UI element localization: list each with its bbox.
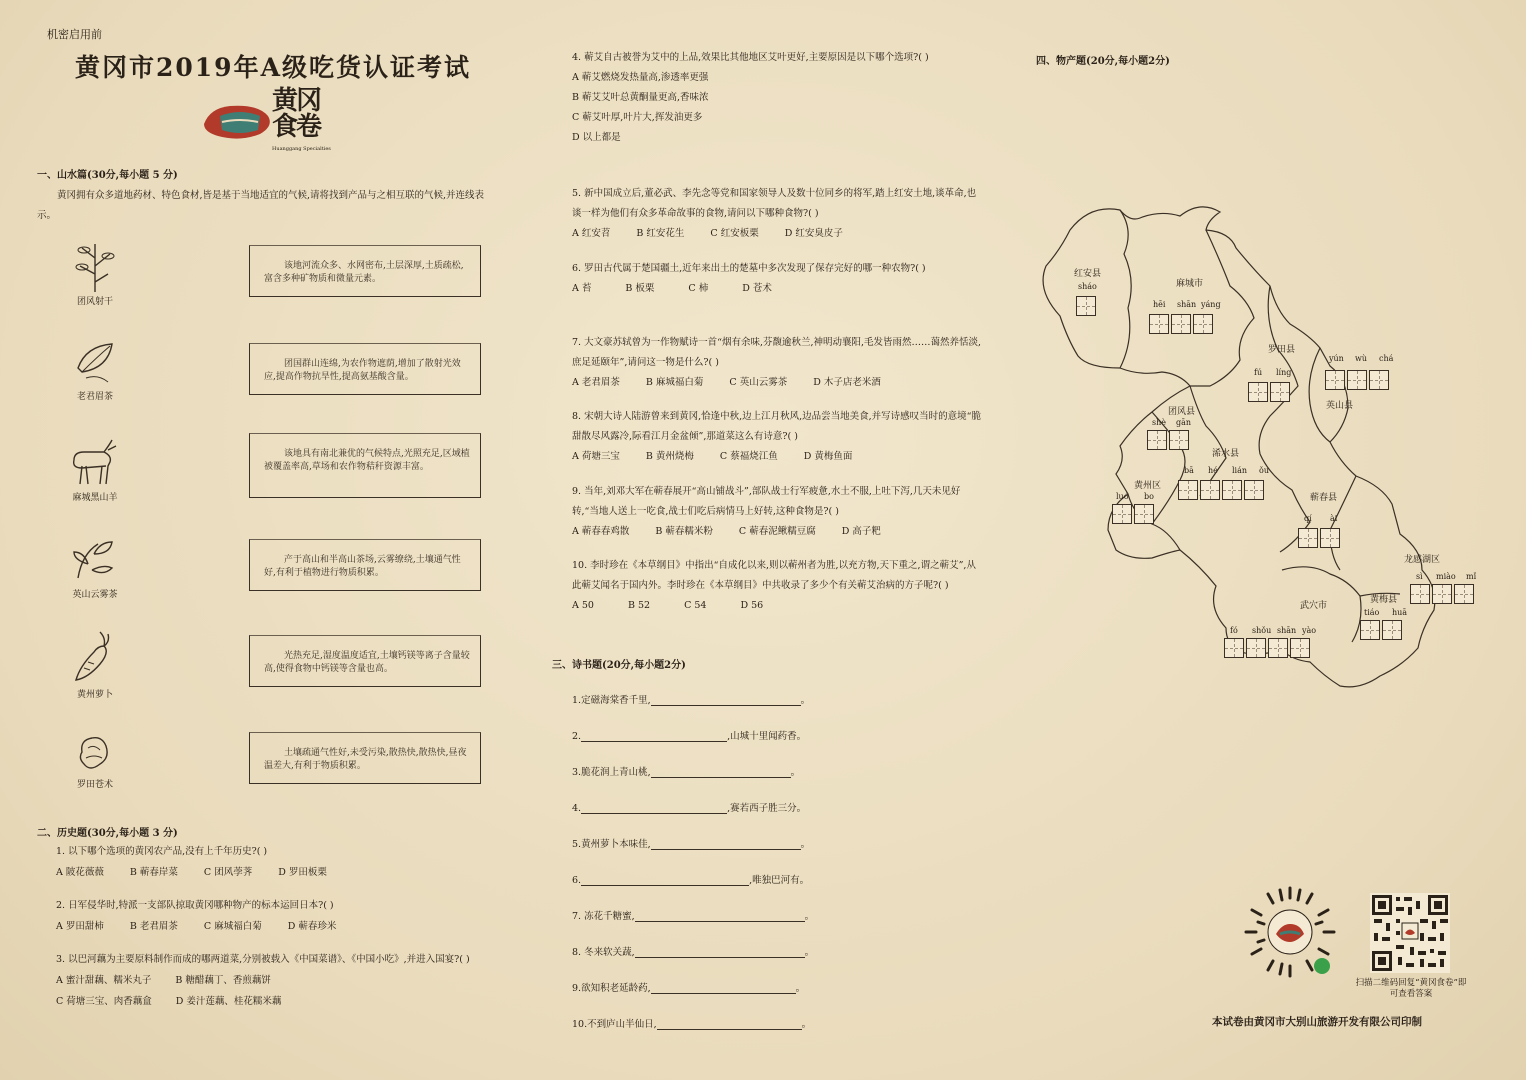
history-question xyxy=(572,48,982,148)
pinyin: fó xyxy=(1230,626,1238,635)
pinyin: miào xyxy=(1436,572,1456,581)
option-c[interactable]: C 麻城福白菊 xyxy=(203,921,262,932)
answer-box[interactable] xyxy=(1347,370,1367,390)
product-label: 黄州萝卜 xyxy=(76,690,113,700)
answer-box[interactable] xyxy=(1200,480,1220,500)
option-c[interactable]: C 荷塘三宝、肉香藕盒 xyxy=(56,996,152,1007)
poem-prefix: 5.黄州萝卜本味佳, xyxy=(572,839,651,850)
climate-card[interactable]: 团国群山连绵,为农作物遮荫,增加了散射光效应,提高作物抗旱性,提高氨基酸含量。 xyxy=(249,343,481,395)
mini-program-code-icon[interactable] xyxy=(1242,884,1338,980)
answer-box[interactable] xyxy=(1290,638,1310,658)
option-b[interactable]: B 麻城福白菊 xyxy=(645,377,704,388)
poem-suffix: ,唯独巴河有。 xyxy=(749,875,810,886)
option-row xyxy=(56,970,501,991)
answer-box[interactable] xyxy=(1193,314,1213,334)
section1-title: 一、山水篇(30分,每小题 5 分) xyxy=(37,170,178,181)
poem-line xyxy=(572,836,810,850)
option-d[interactable]: D 姜汁莲藕、桂花糯米藕 xyxy=(175,996,282,1007)
answer-boxes[interactable] xyxy=(1112,504,1156,528)
radish-icon xyxy=(70,628,120,684)
climate-card[interactable]: 土壤疏通气性好,未受污染,散热快,散热快,昼夜温差大,有利于物质积累。 xyxy=(249,732,481,784)
pinyin: hé xyxy=(1208,466,1218,475)
poem-line xyxy=(572,764,800,778)
poem-line xyxy=(572,908,814,922)
poem-prefix: 10.不到庐山半仙日, xyxy=(572,1019,657,1030)
logo-subtext: Huanggang Specialties xyxy=(272,146,331,152)
answer-boxes[interactable] xyxy=(1076,296,1098,320)
pinyin: luó xyxy=(1116,492,1129,501)
answer-box[interactable] xyxy=(1298,528,1318,548)
option-b[interactable]: B 蕲艾艾叶总黄酮量更高,香味浓 xyxy=(572,92,709,103)
climate-card[interactable]: 产于高山和半高山茶场,云雾缭绕,土壤通气性好,有利于植物进行物质积累。 xyxy=(249,539,481,591)
product-label: 老君眉茶 xyxy=(76,392,113,402)
pinyin: yào xyxy=(1302,626,1317,635)
option-d[interactable]: D 木子店老米酒 xyxy=(813,377,881,388)
option-row xyxy=(572,279,982,299)
pinyin: lián xyxy=(1232,466,1248,475)
question-text: 2. 日军侵华时,特派一支部队掠取黄冈哪种物产的标本运回日本?( ) xyxy=(56,900,334,911)
answer-box[interactable] xyxy=(1382,620,1402,640)
herb-icon xyxy=(72,238,118,294)
answer-box[interactable] xyxy=(1320,528,1340,548)
region-name: 黄梅县 xyxy=(1370,595,1398,605)
history-question xyxy=(56,895,496,937)
answer-box[interactable] xyxy=(1222,480,1242,500)
option-c[interactable]: C 蕲艾叶厚,叶片大,挥发油更多 xyxy=(572,112,703,123)
option-c[interactable]: C 英山云雾茶 xyxy=(729,377,788,388)
option-b[interactable]: B 黄州烧梅 xyxy=(645,451,694,462)
answer-box[interactable] xyxy=(1149,314,1169,334)
option-b[interactable]: B 52 xyxy=(627,600,651,611)
logo xyxy=(200,88,340,158)
region-name: 团风县 xyxy=(1168,407,1196,417)
option-d[interactable]: D 56 xyxy=(740,600,764,611)
history-question xyxy=(572,407,982,467)
pinyin: wù xyxy=(1355,354,1367,363)
pinyin: huā xyxy=(1392,608,1408,617)
answer-boxes[interactable] xyxy=(1248,382,1292,406)
question-text: 1. 以下哪个选项的黄冈农产品,没有上千年历史?( ) xyxy=(56,846,268,857)
qr-code-icon[interactable] xyxy=(1370,893,1450,973)
option-c[interactable]: C 蕲春泥鳅糯豆腐 xyxy=(738,526,816,537)
answer-boxes[interactable] xyxy=(1325,370,1391,394)
pinyin: fú xyxy=(1254,368,1263,377)
footer-text: 本试卷由黄冈市大别山旅游开发有限公司印制 xyxy=(1212,1016,1422,1028)
question-text: 5. 新中国成立后,董必武、李先念等党和国家领导人及数十位同乡的将军,踏上红安土地,谈革命,也谈一样为他们有众多革命故事的食物,请问以下哪种食物?( ) xyxy=(572,188,977,219)
answer-box[interactable] xyxy=(1169,430,1189,450)
question-text: 6. 罗田古代属于楚国疆土,近年来出土的楚墓中多次发现了保存完好的哪一种农物?( ) xyxy=(572,263,926,274)
goat-icon xyxy=(66,432,122,488)
climate-card[interactable]: 光热充足,湿度温度适宜,土壤钙镁等离子含量较高,使得食物中钙镁等含量也高。 xyxy=(249,635,481,687)
pinyin: ài xyxy=(1330,514,1338,523)
answer-boxes[interactable] xyxy=(1224,638,1312,662)
option-c[interactable]: C 蔡福烧江鱼 xyxy=(719,451,778,462)
region-name: 英山县 xyxy=(1326,401,1354,411)
poem-prefix: 1.定磁海棠香千里, xyxy=(572,695,651,706)
region-name: 黄州区 xyxy=(1134,481,1162,491)
pinyin: mǐ xyxy=(1466,572,1477,581)
poem-blank[interactable] xyxy=(651,849,801,850)
poem-blank[interactable] xyxy=(651,777,791,778)
answer-box[interactable] xyxy=(1454,584,1474,604)
answer-box[interactable] xyxy=(1246,638,1266,658)
option-row xyxy=(56,862,496,883)
option-c[interactable]: C 团风荸荠 xyxy=(203,867,253,878)
poem-line xyxy=(572,728,806,742)
pinyin: shǒu xyxy=(1252,626,1272,635)
answer-box[interactable] xyxy=(1134,504,1154,524)
pinyin: shè xyxy=(1152,418,1166,427)
history-question xyxy=(56,841,496,883)
poem-blank[interactable] xyxy=(581,885,749,886)
poem-suffix: 。 xyxy=(795,983,806,994)
tea-icon xyxy=(72,338,118,388)
poem-line xyxy=(572,944,814,958)
question-text: 8. 宋朝大诗人陆游曾来到黄冈,恰逢中秋,边上江月秋风,边品尝当地美食,并写诗感叹当时的意境“脆甜散尽风露冷,际看江月金盆倾”,那道菜这么有诗意?( ) xyxy=(572,411,982,442)
poem-blank[interactable] xyxy=(651,705,801,706)
option-b[interactable]: B 糖醋藕丁、香煎藕饼 xyxy=(175,975,271,986)
option-a[interactable]: A 蕲春春鸡散 xyxy=(572,526,630,537)
history-question xyxy=(572,333,982,393)
pinyin: bo xyxy=(1144,492,1154,501)
region-name: 红安县 xyxy=(1074,269,1102,279)
pinyin: yún xyxy=(1329,354,1344,363)
page-title: 黄冈市2019年A级吃货认证考试 xyxy=(75,53,471,82)
answer-box[interactable] xyxy=(1410,584,1430,604)
history-question xyxy=(56,949,501,1012)
option-d[interactable]: D 以上都是 xyxy=(572,132,621,143)
option-row xyxy=(572,522,982,542)
pinyin: shān xyxy=(1177,300,1197,309)
question-text: 10. 李时珍在《本草纲目》中指出“自成化以来,则以蕲州者为胜,以充方物,天下重之,谓之蕲艾”,从此蕲艾闻名于国内外。李时珍在《本草纲目》中共收录了多少个有关蕲艾治病的方子呢?( ) xyxy=(572,560,976,591)
option-b[interactable]: B 蕲春糯米粉 xyxy=(655,526,713,537)
pinyin: líng xyxy=(1276,368,1292,377)
answer-boxes[interactable] xyxy=(1360,620,1404,644)
product-label: 英山云雾茶 xyxy=(72,590,118,600)
region-name: 麻城市 xyxy=(1176,279,1204,289)
option-c[interactable]: C 54 xyxy=(684,600,707,611)
answer-box[interactable] xyxy=(1270,382,1290,402)
option-a[interactable]: A 罗田甜柿 xyxy=(56,921,104,932)
poem-prefix: 6. xyxy=(572,875,582,886)
poem-suffix: 。 xyxy=(804,947,815,958)
poem-line xyxy=(572,1016,811,1030)
answer-box[interactable] xyxy=(1171,314,1191,334)
option-row xyxy=(56,991,501,1012)
question-text: 9. 当年,刘邓大军在蕲春展开“高山铺战斗”,部队战士行军疲惫,水土不服,上吐下泻,几天未见好转,“当地人送上一吃食,战士们吃后病情马上好转,这种食物是?( ) xyxy=(572,486,961,517)
poem-line xyxy=(572,692,810,706)
tea-leaf-icon xyxy=(68,534,118,584)
answer-box[interactable] xyxy=(1224,638,1244,658)
option-row xyxy=(572,447,982,467)
pinyin: shān xyxy=(1277,626,1297,635)
question-text: 3. 以巴河藕为主要原料制作而成的哪两道菜,分别被载入《中国菜谱》、《中国小吃》,并进入国宴?( ) xyxy=(56,954,470,965)
answer-box[interactable] xyxy=(1432,584,1452,604)
poem-prefix: 8. 冬来软关蔬, xyxy=(572,947,635,958)
option-a[interactable]: A 50 xyxy=(572,600,594,611)
root-icon xyxy=(74,732,114,774)
pinyin: gān xyxy=(1176,418,1192,427)
poem-blank[interactable] xyxy=(581,813,727,814)
answer-box[interactable] xyxy=(1248,382,1268,402)
option-row xyxy=(572,596,982,616)
answer-box[interactable] xyxy=(1268,638,1288,658)
option-c[interactable]: C 柿 xyxy=(688,283,709,294)
answer-boxes[interactable] xyxy=(1178,480,1266,504)
region-name: 罗田县 xyxy=(1268,345,1296,355)
option-row xyxy=(572,373,982,393)
pinyin: yáng xyxy=(1201,300,1221,309)
poem-prefix: 9.欲知积老延龄药, xyxy=(572,983,651,994)
answer-box[interactable] xyxy=(1244,480,1264,500)
pinyin: hēi xyxy=(1153,300,1166,309)
option-d[interactable]: D 红安臭皮子 xyxy=(784,228,843,239)
history-question xyxy=(572,259,982,299)
option-b[interactable]: B 老君眉茶 xyxy=(129,921,178,932)
region-name: 蕲春县 xyxy=(1310,493,1338,503)
option-a[interactable]: A 老君眉茶 xyxy=(572,377,620,388)
poem-suffix: 。 xyxy=(800,839,811,850)
option-a[interactable]: A 蜜汁甜藕、糯米丸子 xyxy=(56,975,152,986)
question-text: 7. 大文豪苏轼曾为一作物赋诗一首“烟有余味,芬馥逾秋兰,神明动襄阳,毛发皆雨然……蔼然养恬淡,庶足延颐年”,请问这一物是什么?( ) xyxy=(572,337,982,368)
option-row xyxy=(572,224,982,244)
poem-suffix: ,赛若西子胜三分。 xyxy=(727,803,807,814)
question-text: 4. 蕲艾自古被誉为艾中的上品,效果比其他地区艾叶更好,主要原因是以下哪个选项?( ) xyxy=(572,52,929,63)
poem-suffix: 。 xyxy=(804,911,815,922)
logo-emblem-icon xyxy=(200,94,280,144)
pinyin: sháo xyxy=(1078,282,1097,291)
poem-prefix: 7. 冻花千糖蜜, xyxy=(572,911,635,922)
poem-prefix: 4. xyxy=(572,803,582,814)
option-a[interactable]: A 荷塘三宝 xyxy=(572,451,620,462)
section1-intro: 黄冈拥有众多道地药材、特色食材,皆是基于当地适宜的气候,请将找到产品与之相互联的气候,并连线表示。 xyxy=(37,190,485,221)
option-c[interactable]: C 红安板栗 xyxy=(710,228,759,239)
section2-title: 二、历史题(30分,每小题 3 分) xyxy=(37,828,178,839)
option-a[interactable]: A 蕲艾燃烧发热量高,渗透率更强 xyxy=(572,72,709,83)
answer-boxes[interactable] xyxy=(1147,430,1191,454)
pinyin: ǒu xyxy=(1259,466,1269,475)
poem-line xyxy=(572,980,805,994)
option-a[interactable]: A 红安苕 xyxy=(572,228,611,239)
product-label: 麻城黑山羊 xyxy=(72,493,118,503)
poem-blank[interactable] xyxy=(581,741,727,742)
pinyin: qí xyxy=(1304,514,1312,523)
answer-boxes[interactable] xyxy=(1149,314,1215,338)
secret-label: 机密启用前 xyxy=(47,28,102,41)
poem-line xyxy=(572,872,809,886)
region-name: 龙感湖区 xyxy=(1404,555,1441,565)
history-question xyxy=(572,184,982,244)
answer-box[interactable] xyxy=(1178,480,1198,500)
pinyin: chá xyxy=(1379,354,1394,363)
answer-box[interactable] xyxy=(1112,504,1132,524)
answer-box[interactable] xyxy=(1360,620,1380,640)
option-row xyxy=(56,916,496,937)
qr-caption: 扫描二维码回复“黄冈食卷”即可查看答案 xyxy=(1355,978,1467,999)
poem-blank[interactable] xyxy=(651,993,796,994)
answer-box[interactable] xyxy=(1325,370,1345,390)
history-question xyxy=(572,556,982,616)
poem-blank[interactable] xyxy=(657,1029,802,1030)
option-d[interactable]: D 高子粑 xyxy=(841,526,881,537)
answer-box[interactable] xyxy=(1369,370,1389,390)
region-name: 武穴市 xyxy=(1300,601,1328,611)
poem-blank[interactable] xyxy=(635,957,805,958)
climate-card[interactable]: 该地具有南北兼优的气候特点,光照充足,区域植被覆盖率高,草场和农作物秸秆资源丰富。 xyxy=(249,433,481,498)
product-label: 罗田苍术 xyxy=(76,780,113,790)
poem-suffix: ,山城十里闻药香。 xyxy=(727,731,807,742)
answer-boxes[interactable] xyxy=(1298,528,1342,552)
product-label: 团风射干 xyxy=(76,297,113,307)
climate-card[interactable]: 该地河流众多、水网密布,土层深厚,土质疏松,富含多种矿物质和微量元素。 xyxy=(249,245,481,297)
option-d[interactable]: D 罗田板栗 xyxy=(278,867,327,878)
option-b[interactable]: B 红安花生 xyxy=(636,228,685,239)
poem-suffix: 。 xyxy=(801,1019,812,1030)
poem-prefix: 2. xyxy=(572,731,582,742)
option-b[interactable]: B 板栗 xyxy=(625,283,655,294)
poem-blank[interactable] xyxy=(635,921,805,922)
option-a[interactable]: A 陂花薇薇 xyxy=(56,867,104,878)
option-d[interactable]: D 苍术 xyxy=(742,283,772,294)
section3-title: 三、诗书题(20分,每小题2分) xyxy=(552,660,686,671)
option-d[interactable]: D 黄梅鱼面 xyxy=(803,451,853,462)
region-name: 浠水县 xyxy=(1212,449,1240,459)
option-b[interactable]: B 蕲春岸菜 xyxy=(129,867,178,878)
poem-suffix: 。 xyxy=(800,695,811,706)
poem-suffix: 。 xyxy=(790,767,801,778)
history-question xyxy=(572,482,982,542)
answer-box[interactable] xyxy=(1076,296,1096,316)
pinyin: sì xyxy=(1416,572,1423,581)
answer-boxes[interactable] xyxy=(1410,584,1476,608)
pinyin: bā xyxy=(1184,466,1194,475)
answer-box[interactable] xyxy=(1147,430,1167,450)
pinyin: tiáo xyxy=(1364,608,1380,617)
poem-line xyxy=(572,800,806,814)
option-a[interactable]: A 苔 xyxy=(572,283,592,294)
logo-text: 黄冈食卷 xyxy=(272,86,321,142)
poem-prefix: 3.脆花润上青山桃, xyxy=(572,767,651,778)
section4-title: 四、物产题(20分,每小题2分) xyxy=(1036,56,1170,67)
option-d[interactable]: D 蕲春珍米 xyxy=(287,921,337,932)
